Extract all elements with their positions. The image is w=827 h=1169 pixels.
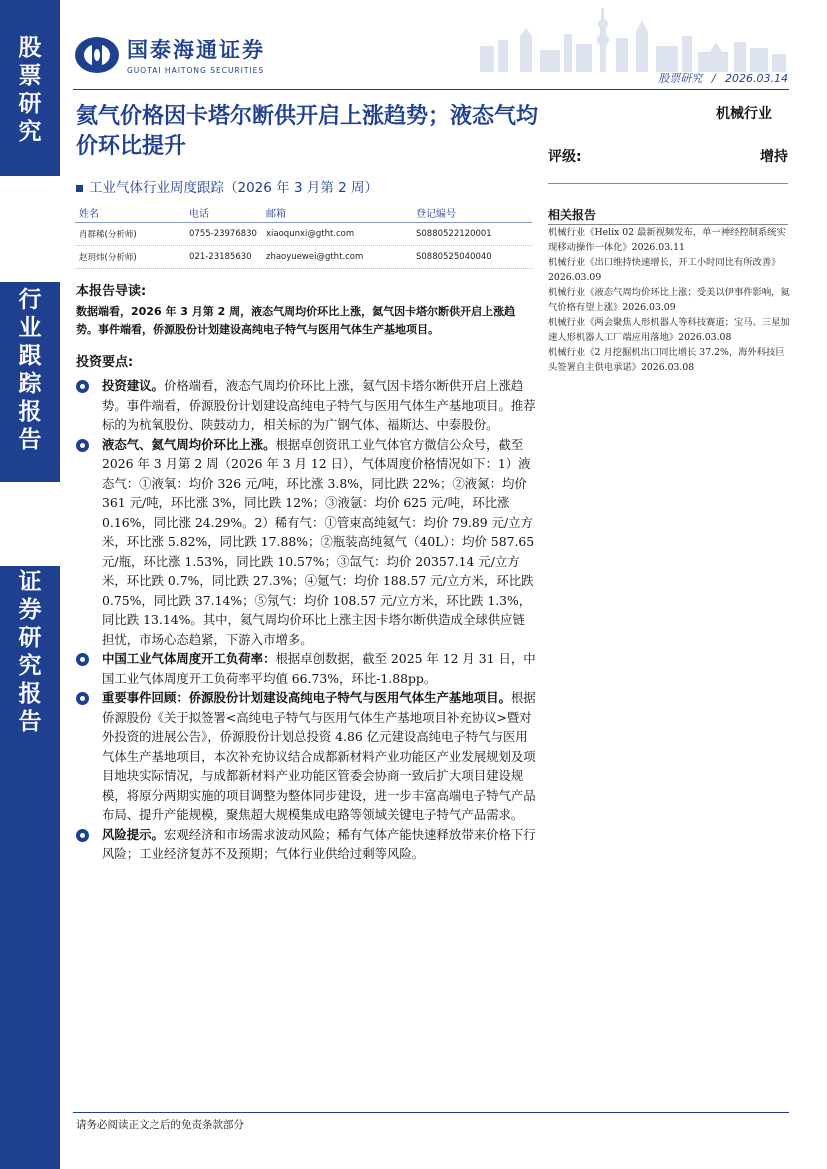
side-label-char: 证 xyxy=(18,569,42,595)
side-label-char: 券 xyxy=(18,597,42,623)
side-label-char: 告 xyxy=(18,709,42,735)
header-divider xyxy=(73,89,789,90)
analyst-email[interactable]: zhaoyuewei@gtht.com xyxy=(266,252,364,262)
related-report-link[interactable]: 机械行业《2 月挖掘机出口同比增长 37.2%，海外科技巨头签署自主供电承诺》2026.03.08 xyxy=(548,347,785,373)
list-item xyxy=(76,376,536,435)
bullet-icon xyxy=(76,692,89,705)
side-label-char: 告 xyxy=(18,427,42,453)
analyst-phone: 021-23185630 xyxy=(189,252,252,262)
table-row xyxy=(75,223,532,246)
side-label-char: 究 xyxy=(18,119,42,145)
point-body: 根据侨源股份《关于拟签署<高纯电子特气与医用气体生产基地项目补充协议>暨对外投资的进展公告》，侨源股份计划总投资 4.86 亿元建设高纯电子特气与医用气体生产基地项目，本次补充协议结合成都新材料产业功能区产业发展规划及项目地块实际情况，与成都新材料产业功能区管委会协商一致后扩大项目建设规模，将原分两期实施的项目调整为整体同步建设，进一步丰富高端电子特气产品布局、提升产能规模，聚焦超大规模集成电路等领域关键电子特气产品需求。 xyxy=(102,690,536,822)
logo-english-name: GUOTAI HAITONG SECURITIES xyxy=(127,66,265,75)
side-label-char: 股 xyxy=(18,35,42,61)
side-band xyxy=(0,0,60,1169)
guide-text: 数据端看，2026 年 3 月第 2 周，液态气周均价环比上涨，氦气因卡塔尔断供开启上涨趋势。事件端看，侨源股份计划建设高纯电子特气与医用气体生产基地项目。 xyxy=(76,305,516,336)
point-lead: 风险提示。 xyxy=(102,826,164,842)
subtitle-text: 工业气体行业周度跟踪（2026 年 3 月第 2 周） xyxy=(89,180,378,196)
industry-label: 机械行业 xyxy=(716,106,772,122)
points-heading: 投资要点: xyxy=(76,355,134,370)
footer-divider xyxy=(73,1112,789,1113)
related-report-link[interactable]: 机械行业《Helix 02 最新视频发布，单一神经控制系统实现移动操作一体化》2026.03.11 xyxy=(548,227,786,253)
side-label-char: 跟 xyxy=(18,343,42,369)
point-lead: 液态气、氦气周均价环比上涨。 xyxy=(102,436,276,452)
related-reports-heading: 相关报告 xyxy=(548,208,597,222)
related-report-link[interactable]: 机械行业《出口维持快速增长，开工小时同比有所改善》2026.03.09 xyxy=(548,257,781,283)
analyst-table xyxy=(75,203,532,269)
side-label-securities-report xyxy=(0,566,60,1169)
header-email: 邮箱 xyxy=(266,209,286,220)
side-label-stock-research xyxy=(0,0,60,176)
rating-divider xyxy=(548,183,788,184)
company-logo xyxy=(73,34,265,75)
city-skyline-image xyxy=(460,6,790,72)
logo-mark-icon xyxy=(73,35,121,75)
side-label-char: 踪 xyxy=(18,371,42,397)
rating-value: 增持 xyxy=(760,149,788,165)
point-lead: 重要事件回顾：侨源股份计划建设高纯电子特气与医用气体生产基地项目。 xyxy=(102,690,511,705)
point-body: 宏观经济和市场需求波动风险；稀有气体产能快速释放带来价格下行风险；工业经济复苏不及预期；气体行业供给过剩等风险。 xyxy=(102,826,536,861)
point-body: 价格端看，液态气周均价环比上涨，氦气因卡塔尔断供开启上涨趋势。事件端看，侨源股份计划建设高纯电子特气与医用气体生产基地项目。推荐标的为杭氧股份、陕鼓动力，相关标的为广钢气体、福斯达、中泰股份。 xyxy=(102,378,536,432)
related-reports-list xyxy=(548,226,790,376)
side-label-char: 研 xyxy=(18,625,42,651)
related-report-link[interactable]: 机械行业《液态气周均价环比上涨；受美以伊事件影响，氦气价格有望上涨》2026.03.09 xyxy=(548,287,790,313)
disclaimer-note: 请务必阅读正文之后的免责条款部分 xyxy=(76,1119,244,1131)
side-label-char: 研 xyxy=(18,91,42,117)
list-item xyxy=(76,435,536,650)
related-divider xyxy=(548,224,788,225)
analyst-name: 赵玥炜(分析师) xyxy=(79,253,137,263)
analyst-reg-no: S0880522120001 xyxy=(416,229,492,239)
related-report-link[interactable]: 机械行业《两会聚焦人形机器人等科技赛道；宝马、三星加速人形机器人工厂端应用落地》2026.03.08 xyxy=(548,317,790,343)
side-label-char: 报 xyxy=(18,399,42,425)
report-subtitle xyxy=(76,176,378,196)
side-label-char: 票 xyxy=(18,63,42,89)
header-name: 姓名 xyxy=(79,209,99,220)
table-row xyxy=(75,246,532,269)
analyst-reg-no: S0880525040040 xyxy=(416,252,492,262)
side-label-char: 报 xyxy=(18,681,42,707)
report-category: 股票研究 xyxy=(658,72,703,85)
analyst-email[interactable]: xiaoqunxi@gtht.com xyxy=(266,229,355,239)
analyst-name: 肖群稀(分析师) xyxy=(79,230,137,240)
bullet-icon xyxy=(76,829,89,842)
list-item xyxy=(76,688,536,825)
bullet-icon xyxy=(76,439,89,452)
meta-separator: / xyxy=(711,72,716,85)
point-lead: 中国工业气体周度开工负荷率： xyxy=(102,651,276,666)
guide-heading: 本报告导读: xyxy=(76,284,147,299)
list-item xyxy=(76,825,536,864)
point-body: 根据卓创资讯工业气体官方微信公众号，截至 2026 年 3 月第 2 周（2026 年 3 月 12 日），气体周度价格情况如下：1）液态气：①液氧：均价 326 元/吨，环比涨 3.8%，同比跌 22%；②液氮：均价 361 元/吨，环比涨 3%，同比跌 12%；③液氩：均价 625 元/吨，环比涨 0.16%，同比涨 24.29%。2）稀有气：①管束高纯氦气：均价 79.89 元/立方米，环比涨 5.82%，同比跌 17.88%；②瓶装高纯氦气（40L）：均价 587.65 元/瓶，环比涨 1.53%，同比跌 10.57%；③氙气：均价 20357.14 元/立方米，环比跌 0.7%，同比跌 27.3%；④氪气：均价 188.57 元/立方米，环比跌 0.75%，同比跌 37.14%；⑤氖气：均价 108.57 元/立方米，环比跌 1.3%，同比跌 13.14%。其中，氦气周均价环比上涨主因卡塔尔断供造成全球供应链担忧，市场心态趋紧，下游入市增多。 xyxy=(102,436,535,647)
header-reg-no: 登记编号 xyxy=(416,209,456,220)
header-meta xyxy=(658,70,788,86)
side-label-industry-tracking xyxy=(0,282,60,482)
side-label-char: 业 xyxy=(18,315,42,341)
list-item xyxy=(76,649,536,688)
analyst-table-header xyxy=(75,203,532,223)
report-date: 2026.03.14 xyxy=(725,72,788,85)
logo-chinese-name: 国泰海通证券 xyxy=(127,38,265,62)
header-phone: 电话 xyxy=(189,209,209,220)
investment-points xyxy=(76,376,536,864)
rating-row xyxy=(548,146,788,166)
bullet-icon xyxy=(76,653,89,666)
analyst-phone: 0755-23976830 xyxy=(189,229,257,239)
rating-label: 评级: xyxy=(548,149,582,165)
report-title: 氦气价格因卡塔尔断供开启上涨趋势；液态气均价环比提升 xyxy=(76,104,539,159)
side-label-char: 究 xyxy=(18,653,42,679)
point-lead: 投资建议。 xyxy=(102,378,164,393)
square-bullet-icon xyxy=(76,185,83,192)
bullet-icon xyxy=(76,380,89,393)
side-label-char: 行 xyxy=(18,287,42,313)
point-body: 根据卓创数据，截至 2025 年 12 月 31 日，中国工业气体周度开工负荷率平均值 66.73%，环比-1.88pp。 xyxy=(102,651,536,686)
